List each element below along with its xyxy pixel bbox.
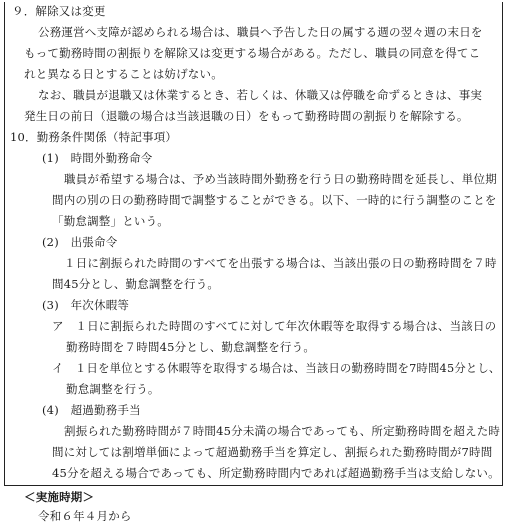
subsection-1-line1: 職員が希望する場合は、予め当該時間外勤務を行う日の勤務時間を延長し、単位期 — [64, 172, 497, 186]
subsection-2-line1: １日に割振られた時間のすべてを出張する場合は、当該出張の日の勤務時間を７時 — [64, 256, 497, 270]
subsection-4-heading: (4) 超過勤務手当 — [42, 403, 141, 417]
item-i-line2: 勤怠調整を行う。 — [66, 382, 160, 396]
subsection-4-line3: 45分を超える場合であっても、所定勤務時間内であれば超過勤務手当は支給しない。 — [52, 466, 500, 480]
subsection-3-heading: (3) 年次休暇等 — [42, 298, 130, 312]
subsection-1-line3: 「勤怠調整」という。 — [52, 214, 169, 228]
item-a-line1: ア １日に割振られた時間のすべてに対して年次休暇等を取得する場合は、当該日の — [52, 319, 497, 333]
implementation-period-heading: ＜実施時期＞ — [24, 490, 95, 504]
item-i-line1: イ １日を単位とする休暇等を取得する場合は、当該日の勤務時間を7時間45分とし、 — [52, 361, 501, 375]
section-9-para1-line2: もって勤務時間の割振りを解除又は変更する場合がある。ただし、職員の同意を得てこ — [24, 46, 481, 60]
subsection-1-heading: (1) 時間外勤務命令 — [42, 151, 153, 165]
section-9-para1-line3: れと異なる日とすることは妨げない。 — [24, 67, 223, 81]
section-10-heading: 10．勤務条件関係（特記事項） — [10, 130, 178, 144]
section-9-para1-line1: 公務運営へ支障が認められる場合は、職員へ予告した日の属する週の翌々週の末日を — [38, 25, 483, 39]
implementation-date: 令和６年４月から — [38, 509, 132, 523]
section-9-heading: ９．解除又は変更 — [12, 4, 106, 18]
section-9-para2-line1: なお、職員が退職又は休業するとき、若しくは、休職又は停職を命ずるときは、事実 — [38, 88, 483, 102]
subsection-2-line2: 間45分とし、勤怠調整を行う。 — [52, 277, 220, 291]
subsection-4-line2: 間に対しては割増単価によって超過勤務手当を算定し、割振られた勤務時間が7時間 — [52, 445, 493, 459]
item-a-line2: 勤務時間を７時間45分とし、勤怠調整を行う。 — [66, 340, 316, 354]
section-9-para2-line2: 発生日の前日（退職の場合は当該退職の日）をもって勤務時間の割振りを解除する。 — [24, 109, 469, 123]
subsection-4-line1: 割振られた勤務時間が７時間45分未満の場合であっても、所定勤務時間を超えた時 — [64, 424, 501, 438]
subsection-1-line2: 間内の別の日の勤務時間で調整することができる。以下、一時的に行う調整のことを — [52, 193, 497, 207]
subsection-2-heading: (2) 出張命令 — [42, 235, 118, 249]
